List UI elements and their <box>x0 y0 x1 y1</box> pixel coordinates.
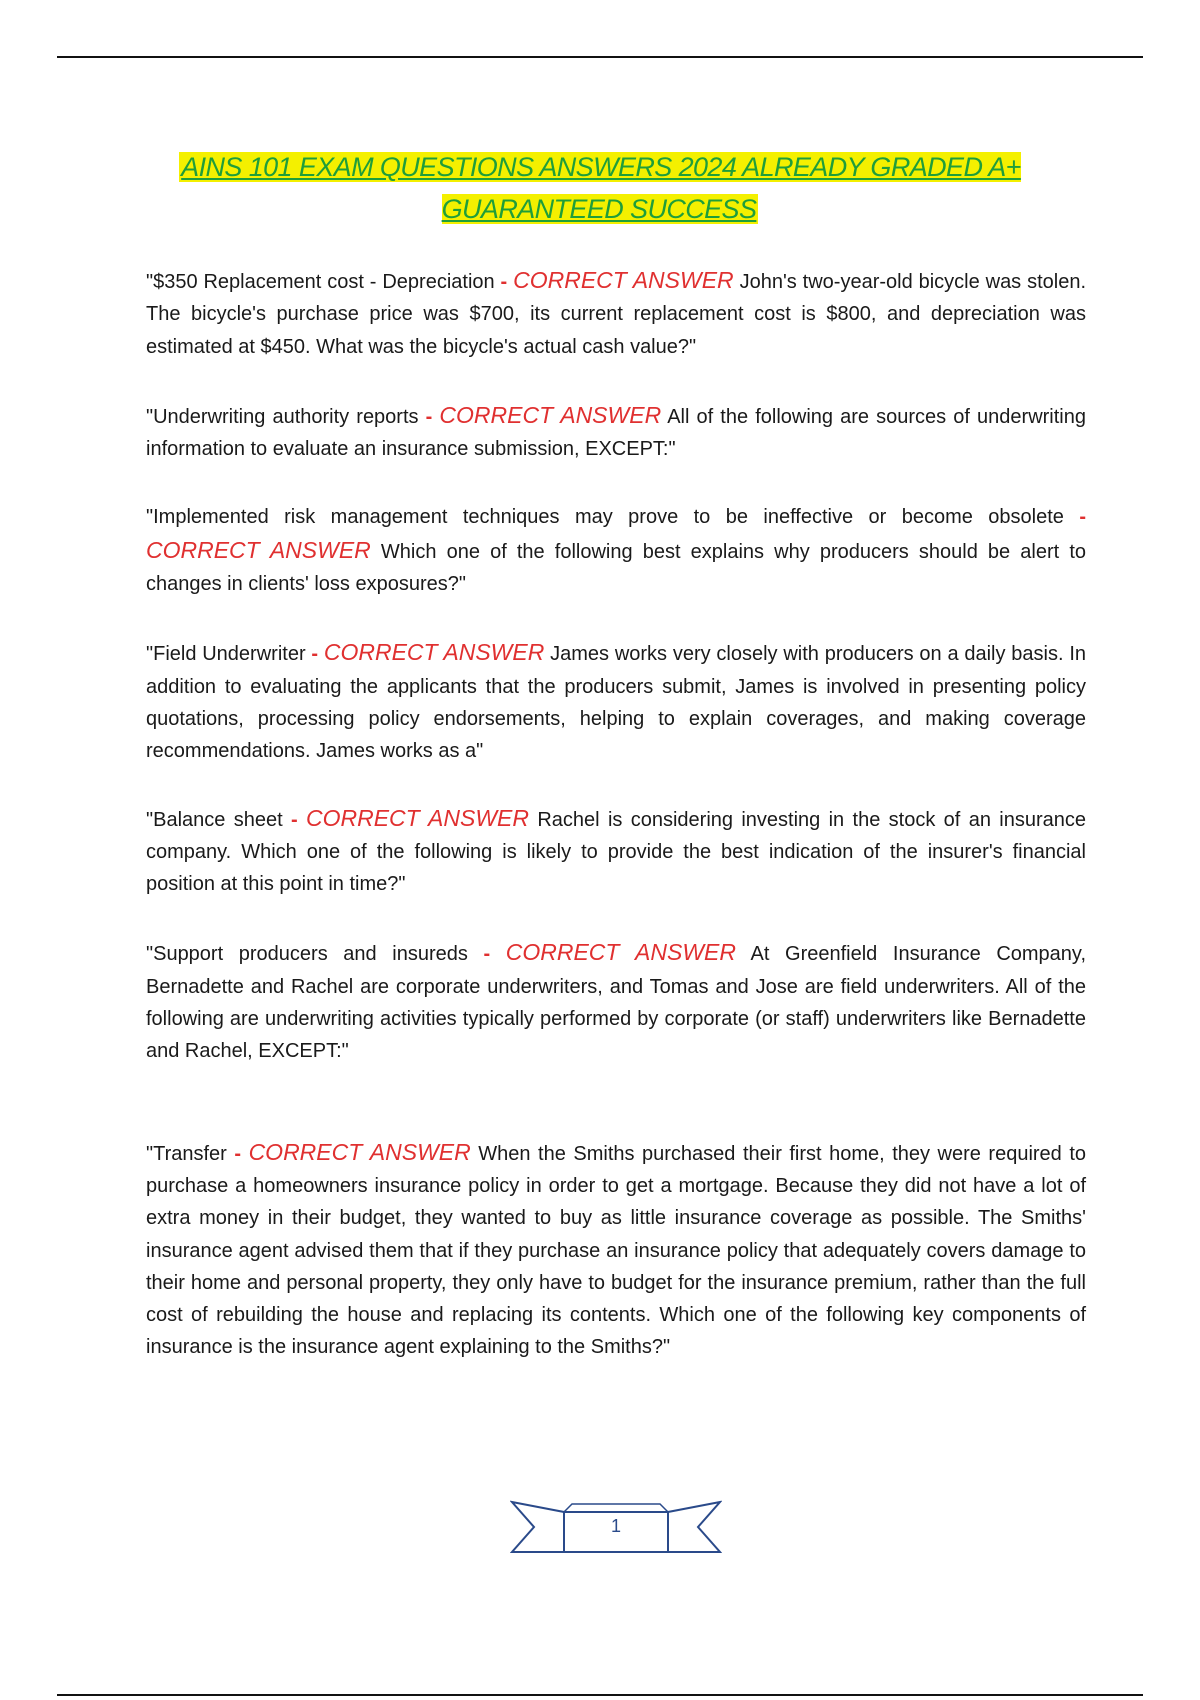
document-title: AINS 101 EXAM QUESTIONS ANSWERS 2024 ALREADY GRADED A+ GUARANTEED SUCCESS <box>181 152 1021 224</box>
qa-answer: "Implemented risk management techniques may prove to be ineffective or become obsolete <box>146 506 1064 529</box>
qa-answer: "Balance sheet <box>146 808 283 831</box>
qa-list <box>146 264 1086 1364</box>
correct-answer-label: CORRECT ANSWER <box>146 536 371 563</box>
page-number-badge <box>510 1494 722 1560</box>
qa-separator: - <box>500 271 508 293</box>
qa-question: Which one of the following best explains why producers should be alert to changes in clients' loss exposures?" <box>146 540 1087 596</box>
correct-answer-label: CORRECT ANSWER <box>513 267 734 293</box>
footer-rule <box>57 1694 1143 1696</box>
qa-separator: - <box>311 643 319 666</box>
qa-separator: - <box>234 1142 242 1165</box>
correct-answer-label: CORRECT ANSWER <box>505 939 737 966</box>
qa-separator: - <box>425 405 433 428</box>
qa-separator: - <box>1079 506 1086 529</box>
qa-separator: - <box>290 808 298 831</box>
qa-item <box>146 936 1086 1067</box>
header-rule <box>57 56 1143 58</box>
qa-question: James works very closely with producers on a daily basis. In addition to evaluating the applicants that the producers submit, James is involved in presenting policy quotations, processing policy endorsements, helping to explain coverages, and making coverage recommendations. James works as a" <box>146 643 1087 763</box>
correct-answer-label: CORRECT ANSWER <box>439 401 662 428</box>
qa-question: John's two-year-old bicycle was stolen. The bicycle's purchase price was $700, its current replacement cost is $800, and depreciation was estimated at $450. What was the bicycle's actual cash value?" <box>146 271 1087 358</box>
qa-answer: "$350 Replacement cost - Depreciation <box>146 271 495 293</box>
qa-question: When the Smiths purchased their first home, they were required to purchase a homeowners insurance policy in order to get a mortgage. Because they did not have a lot of extra money in their budget, they wanted to buy as little insurance coverage as possible. The Smiths' insurance agent advised them that if they purchase an insurance policy that adequately covers damage to their home and personal property, they only have to budget for the insurance premium, rather than the full cost of rebuilding the house and replacing its contents. Which one of the following key components of insurance is the insurance agent explaining to the Smiths?" <box>146 1142 1087 1359</box>
qa-answer: "Transfer <box>146 1142 227 1165</box>
qa-item <box>146 636 1086 767</box>
qa-answer: "Underwriting authority reports <box>146 405 419 428</box>
qa-item <box>146 1136 1086 1364</box>
page-number: 1 <box>610 1516 621 1536</box>
correct-answer-label: CORRECT ANSWER <box>323 639 545 666</box>
qa-question: At Greenfield Insurance Company, Bernadette and Rachel are corporate underwriters, and Tomas and Jose are field underwriters. All of the following are underwriting activities typically performed by corporate (or staff) underwriters like Bernadette and Rachel, EXCEPT:" <box>146 943 1086 1063</box>
qa-item <box>146 264 1086 363</box>
qa-answer: "Support producers and insureds <box>146 943 468 966</box>
qa-item <box>146 501 1086 600</box>
qa-separator: - <box>483 943 491 966</box>
qa-item <box>146 399 1086 466</box>
qa-answer: "Field Underwriter <box>146 643 306 666</box>
correct-answer-label: CORRECT ANSWER <box>248 1138 471 1165</box>
qa-question: All of the following are sources of underwriting information to evaluate an insurance submission, EXCEPT:" <box>146 405 1086 461</box>
correct-answer-label: CORRECT ANSWER <box>306 804 529 831</box>
qa-question: Rachel is considering investing in the stock of an insurance company. Which one of the following is likely to provide the best indication of the insurer's financial position at this point in time?" <box>146 808 1086 896</box>
qa-item <box>146 802 1086 901</box>
